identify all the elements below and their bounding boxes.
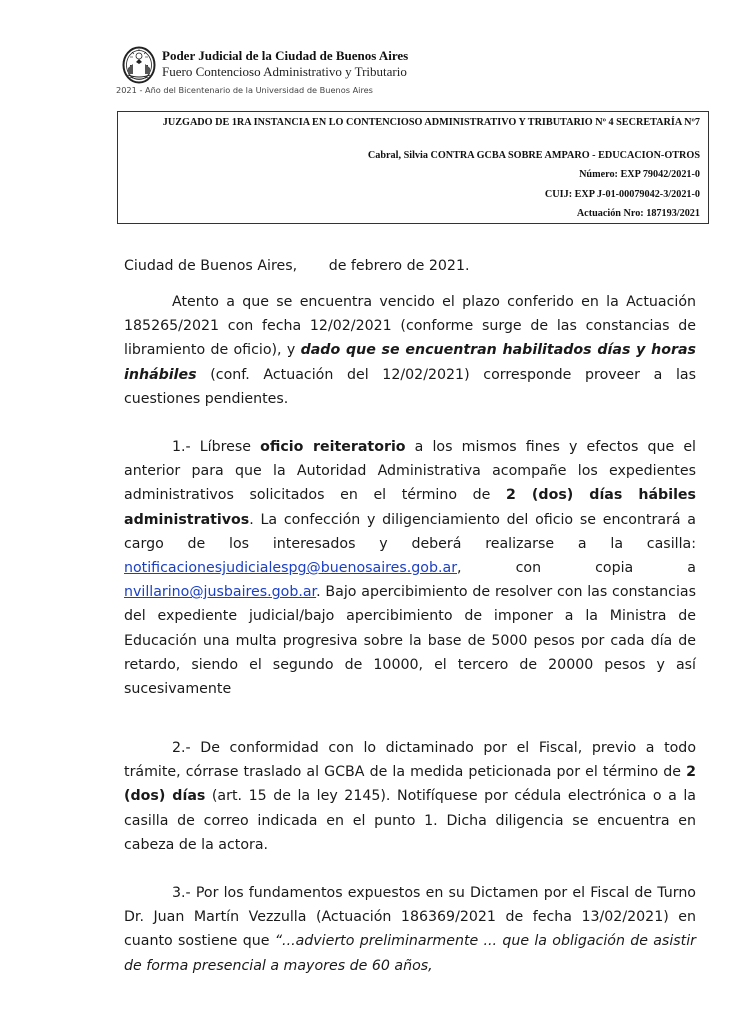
point1-text-2: a los mismos fines y efectos que el anterior para que la Autoridad Administrativa acompañe los expedientes administrativos solicitados en el término de [124,439,696,504]
point1-text-5: . Bajo apercibimiento de resolver con las constancias del expediente judicial/bajo apercibimiento de imponer a la Ministra de Educación una multa progresiva sobre la base de 5000 pesos por cada día de retardo, siendo el segundo de 10000, el tercero de 20000 pesos y así sucesivamente [124,584,696,698]
year-motto: 2021 - Año del Bicentenario de la Universidad de Buenos Aires [116,85,373,95]
jurisdiction-name: Fuero Contencioso Administrativo y Tributario [162,64,407,79]
email-link-nvillarino[interactable]: nvillarino@jusbaires.gob.ar [124,584,317,601]
case-number: Número: EXP 79042/2021-0 [579,169,700,180]
point1-bold-2: 2 (dos) días hábiles administrativos [124,487,696,528]
point3-quote: “...advierto preliminarmente ... que la obligación de asistir de forma presencial a mayores de 60 años, [124,933,696,974]
point1-text-3: . La confección y diligenciamiento del oficio se encontrará a cargo de los interesados y deberá realizarse a la casilla: [124,511,696,552]
place-date: Ciudad de Buenos Aires, de febrero de 2021. [124,258,470,274]
point-3-paragraph [124,881,696,978]
point2-text-2: (art. 15 de la ley 2145). Notifíquese por cédula electrónica o a la casilla de correo indicada en el punto 1. Dicha diligencia se encuentra en cabeza de la actora. [124,788,696,853]
intro-paragraph [124,290,696,411]
city-coat-of-arms-icon [122,46,156,84]
point1-text-4: , con copia a [457,560,696,577]
actuacion-number: Actuación Nro: 187193/2021 [576,208,700,219]
point-2-paragraph [124,736,696,857]
point2-text-1: 2.- De conformidad con lo dictaminado por el Fiscal, previo a todo trámite, córrase traslado al GCBA de la medida peticionada por el término de [124,740,696,781]
point1-text-1: 1.- Líbrese [172,439,261,455]
point2-bold-1: 2 (dos) días [124,764,696,805]
court-name: JUZGADO DE 1RA INSTANCIA EN LO CONTENCIOSO ADMINISTRATIVO Y TRIBUTARIO Nº 4 SECRETARÍA Nº7 [162,117,700,128]
intro-emphasis: dado que se encuentran habilitados días y horas inhábiles [124,342,696,383]
case-cuij: CUIJ: EXP J-01-00079042-3/2021-0 [544,189,700,200]
intro-text-1: Atento a que se encuentra vencido el plazo conferido en la Actuación 185265/2021 con fecha 12/02/2021 (conforme surge de las constancias de libramiento de oficio), y [124,294,696,359]
case-header-box [117,111,709,224]
point3-text-1: 3.- Por los fundamentos expuestos en su Dictamen por el Fiscal de Turno Dr. Juan Martín Vezzulla (Actuación 186369/2021 de fecha 13/02/2021) en cuanto sostiene que [124,885,696,950]
point-1-paragraph [124,435,696,701]
intro-text-2: (conf. Actuación del 12/02/2021) corresponde proveer a las cuestiones pendientes. [124,366,696,407]
institution-name: Poder Judicial de la Ciudad de Buenos Aires [162,48,409,63]
email-link-notificaciones[interactable]: notificacionesjudicialespg@buenosaires.gob.ar [124,560,458,577]
point1-bold-1: oficio reiteratorio [260,439,406,455]
case-caption: Cabral, Silvia CONTRA GCBA SOBRE AMPARO - EDUCACION-OTROS [367,150,700,161]
